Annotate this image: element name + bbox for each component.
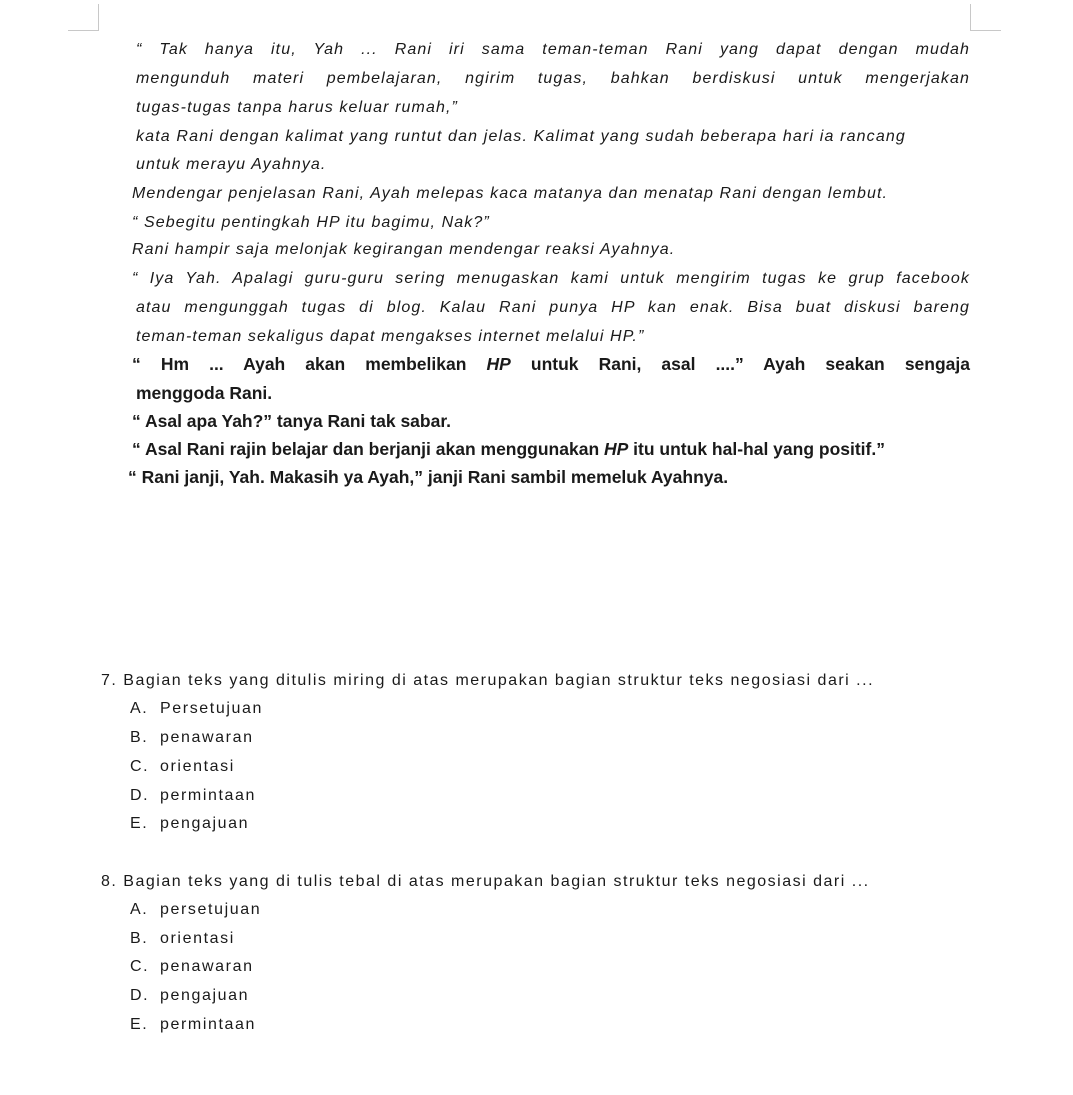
bold-text: itu untuk hal-hal yang positif.” bbox=[628, 439, 885, 459]
bold-text: “ Hm ... Ayah akan membelikan bbox=[132, 354, 487, 374]
option-label: E. bbox=[130, 1016, 149, 1033]
passage-line: “ Tak hanya itu, Yah ... Rani iri sama teman-teman Rani yang dapat dengan mudah bbox=[136, 41, 970, 58]
question-7 bbox=[101, 671, 874, 691]
option-item[interactable] bbox=[130, 957, 254, 977]
passage-line: Mendengar penjelasan Rani, Ayah melepas kaca matanya dan menatap Rani dengan lembut. bbox=[132, 185, 889, 202]
passage-line: Rani hampir saja melonjak kegirangan mendengar reaksi Ayahnya. bbox=[132, 241, 676, 258]
bold-passage-line: menggoda Rani. bbox=[136, 383, 273, 403]
bold-passage-line: “ Asal apa Yah?” tanya Rani tak sabar. bbox=[132, 411, 452, 431]
option-item[interactable] bbox=[130, 728, 254, 748]
bold-passage-line: “ Rani janji, Yah. Makasih ya Ayah,” janji Rani sambil memeluk Ayahnya. bbox=[128, 467, 729, 487]
option-label: A. bbox=[130, 700, 149, 717]
option-text: persetujuan bbox=[160, 901, 262, 918]
question-text: Bagian teks yang di tulis tebal di atas merupakan bagian struktur teks negosiasi dari ... bbox=[123, 873, 870, 890]
bold-passage-line bbox=[132, 354, 970, 374]
option-label: E. bbox=[130, 815, 149, 832]
option-text: orientasi bbox=[160, 930, 235, 947]
passage-line: teman-teman sekaligus dapat mengakses internet melalui HP.” bbox=[136, 328, 645, 345]
option-text: penawaran bbox=[160, 729, 254, 746]
option-label: B. bbox=[130, 930, 149, 947]
question-number: 8. bbox=[101, 873, 118, 890]
bold-text: untuk Rani, asal ....” Ayah seakan sengaja bbox=[510, 354, 970, 374]
passage-line: mengunduh materi pembelajaran, ngirim tugas, bahkan berdiskusi untuk mengerjakan bbox=[136, 70, 970, 87]
option-item[interactable] bbox=[130, 699, 263, 719]
option-text: Persetujuan bbox=[160, 700, 263, 717]
option-label: C. bbox=[130, 758, 150, 775]
option-item[interactable] bbox=[130, 1015, 256, 1035]
passage-line: “ Iya Yah. Apalagi guru-guru sering menugaskan kami untuk mengirim tugas ke grup facebook bbox=[132, 270, 970, 287]
option-text: penawaran bbox=[160, 958, 254, 975]
option-text: pengajuan bbox=[160, 815, 250, 832]
option-label: C. bbox=[130, 958, 150, 975]
bold-passage-line bbox=[132, 439, 885, 459]
passage-line: atau mengunggah tugas di blog. Kalau Rani punya HP kan enak. Bisa buat diskusi bareng bbox=[136, 299, 970, 316]
option-label: D. bbox=[130, 987, 150, 1004]
option-text: pengajuan bbox=[160, 987, 250, 1004]
page-corner-mark-right bbox=[970, 4, 1001, 31]
question-text: Bagian teks yang ditulis miring di atas merupakan bagian struktur teks negosiasi dari ... bbox=[123, 672, 875, 689]
option-item[interactable] bbox=[130, 929, 235, 949]
page-corner-mark-left bbox=[68, 4, 99, 31]
option-text: permintaan bbox=[160, 1016, 257, 1033]
passage-line: tugas-tugas tanpa harus keluar rumah,” bbox=[136, 99, 458, 116]
passage-line: kata Rani dengan kalimat yang runtut dan jelas. Kalimat yang sudah beberapa hari ia rancang bbox=[136, 128, 906, 145]
question-8 bbox=[101, 872, 870, 892]
bold-italic-text: HP bbox=[604, 439, 629, 459]
option-text: permintaan bbox=[160, 787, 257, 804]
option-item[interactable] bbox=[130, 986, 249, 1006]
option-label: B. bbox=[130, 729, 149, 746]
option-item[interactable] bbox=[130, 786, 256, 806]
option-item[interactable] bbox=[130, 900, 261, 920]
option-item[interactable] bbox=[130, 814, 249, 834]
option-text: orientasi bbox=[160, 758, 235, 775]
passage-line: “ Sebegitu pentingkah HP itu bagimu, Nak?” bbox=[132, 214, 490, 231]
passage-line: untuk merayu Ayahnya. bbox=[136, 156, 327, 173]
option-label: A. bbox=[130, 901, 149, 918]
option-item[interactable] bbox=[130, 757, 235, 777]
bold-italic-text: HP bbox=[486, 354, 511, 374]
bold-text: “ Asal Rani rajin belajar dan berjanji akan menggunakan bbox=[132, 439, 604, 459]
option-label: D. bbox=[130, 787, 150, 804]
question-number: 7. bbox=[101, 672, 118, 689]
